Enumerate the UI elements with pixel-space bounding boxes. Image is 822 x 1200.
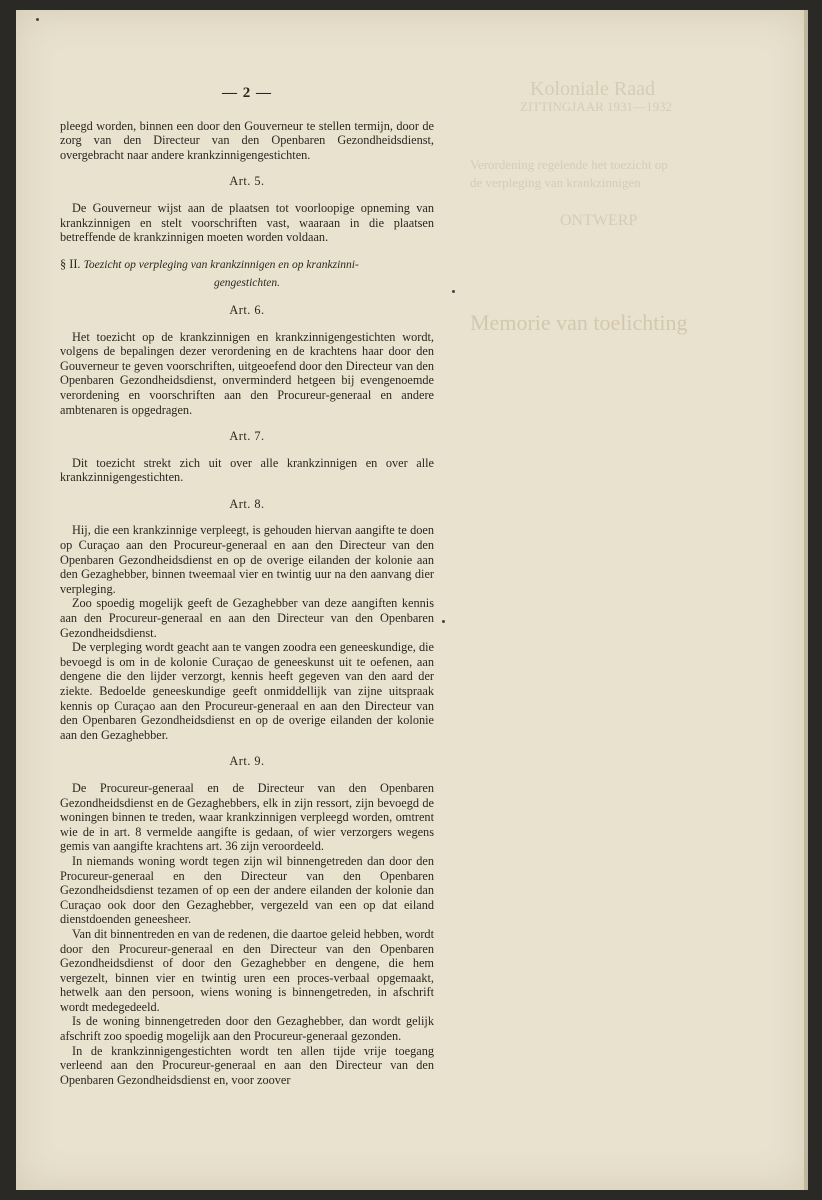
section-number: § II.	[60, 256, 81, 271]
section-heading	[60, 257, 434, 273]
paragraph: De verpleging wordt geacht aan te vangen zoodra een geneeskundige, die bevoegd is om in de kolonie Curaçao de geneeskunst uit te oefenen, aan dengene die den lijder verzorgt, kennis heeft gegeven van den aard der ziekte. Bedoelde geneeskundige geeft onmiddellijk van zijne uitspraak kennis op Curaçao aan den Procureur-generaal en aan den Directeur van den Openbaren Gezondheidsdienst en op de overige eilanden der kolonie aan den Gezaghebber.	[60, 640, 434, 742]
paragraph: Dit toezicht strekt zich uit over alle krankzinnigen en over alle krankzinnigengestichten.	[60, 455, 434, 485]
article-heading: Art. 8.	[229, 496, 265, 511]
paragraph: Zoo spoedig mogelijk geeft de Gezaghebber van deze aangiften kennis aan den Procureur-generaal en aan den Directeur van den Openbaren Gezondheidsdienst.	[60, 596, 434, 640]
bleed-line: Memorie van toelichting	[470, 310, 688, 335]
bleed-line: ZITTINGJAAR 1931—1932	[520, 99, 673, 114]
paragraph: In de krankzinnigengestichten wordt ten allen tijde vrije toegang verleend aan den Procureur-generaal en aan den Directeur van den Openbaren Gezondheidsdienst en, voor zoover	[60, 1043, 434, 1087]
bleed-through-text	[470, 78, 770, 335]
paragraph: Het toezicht op de krankzinnigen en krankzinnigengestichten wordt, volgens de bepalingen dezer verordening en de krachtens haar door den Gouverneur te geven voorschriften, uitgeoefend door den Directeur van den Openbaren Gezondheidsdienst, onverminderd hetgeen bij evengenoemde verordening en voorschriften aan den Procureur-generaal en andere ambtenaren is opgedragen.	[60, 329, 434, 417]
speck	[36, 18, 39, 21]
bleed-line: de verpleging van krankzinnigen	[470, 175, 641, 190]
paragraph: Hij, die een krankzinnige verpleegt, is gehouden hiervan aangifte te doen op Curaçao aan den Procureur-generaal en aan den Directeur van den Openbaren Gezondheidsdienst en op de overige eilanden der kolonie aan den Gezaghebber, binnen tweemaal vier en twintig uur na den aanvang dier verpleging.	[60, 523, 434, 596]
document-body	[60, 86, 434, 1087]
section-title-continued: gengestichten.	[213, 277, 281, 290]
article-heading: Art. 7.	[229, 429, 265, 444]
article-heading: Art. 6.	[229, 302, 265, 317]
bleed-line: Verordening regelende het toezicht op	[470, 157, 668, 172]
bleed-line: ONTWERP	[560, 212, 638, 229]
paragraph: De Procureur-generaal en de Directeur van den Openbaren Gezondheidsdienst en de Gezaghebbers, elk in zijn ressort, zijn bevoegd de woningen binnen te treden, waar krankzinnigen verpleegd worden, omtrent wie de in art. 8 vermelde aangifte is gedaan, of wier verzorgers wegens gemis van aangifte krachtens art. 36 zijn veroordeeld.	[60, 780, 434, 854]
page-number: — 2 —	[222, 85, 272, 101]
paragraph: De Gouverneur wijst aan de plaatsen tot voorloopige opneming van krankzinnigen en stelt voorschriften vast, waaraan in die plaatsen betreffende de krankzinnigen moeten worden voldaan.	[60, 200, 434, 245]
speck	[442, 620, 445, 623]
speck	[452, 290, 455, 293]
page-edge	[804, 10, 808, 1190]
section-title: Toezicht op verpleging van krankzinnigen en op krankzinni-	[83, 258, 359, 271]
article-heading: Art. 5.	[229, 174, 265, 189]
paragraph: Is de woning binnengetreden door den Gezaghebber, dan wordt gelijk afschrift zoo spoedig mogelijk aan den Procureur-generaal gezonden.	[60, 1014, 434, 1044]
paragraph: Van dit binnentreden en van de redenen, die daartoe geleid hebben, wordt door den Procureur-generaal en den Directeur van den Openbaren Gezondheidsdienst of door den Gezaghebber en dengene, die hem vergezelt, binnen vier en twintig uren een proces-verbaal opgemaakt, hetwelk aan den persoon, wiens woning is binnengetreden, in afschrift wordt medegedeeld.	[60, 926, 434, 1014]
bleed-line: Koloniale Raad	[530, 78, 655, 100]
paragraph: In niemands woning wordt tegen zijn wil binnengetreden dan door den Procureur-generaal en den Directeur van den Openbaren Gezondheidsdienst tezamen of op een der andere eilanden der kolonie dan Curaçao ook door den Gezaghebber, vergezeld van een op dat eiland dienstdoenden geneesheer.	[60, 853, 434, 927]
article-heading: Art. 9.	[229, 754, 265, 769]
paragraph: pleegd worden, binnen een door den Gouverneur te stellen termijn, door de zorg van den Directeur van den Openbaren Gezondheidsdienst, overgebracht naar andere krankzinnigengestichten.	[60, 118, 434, 162]
